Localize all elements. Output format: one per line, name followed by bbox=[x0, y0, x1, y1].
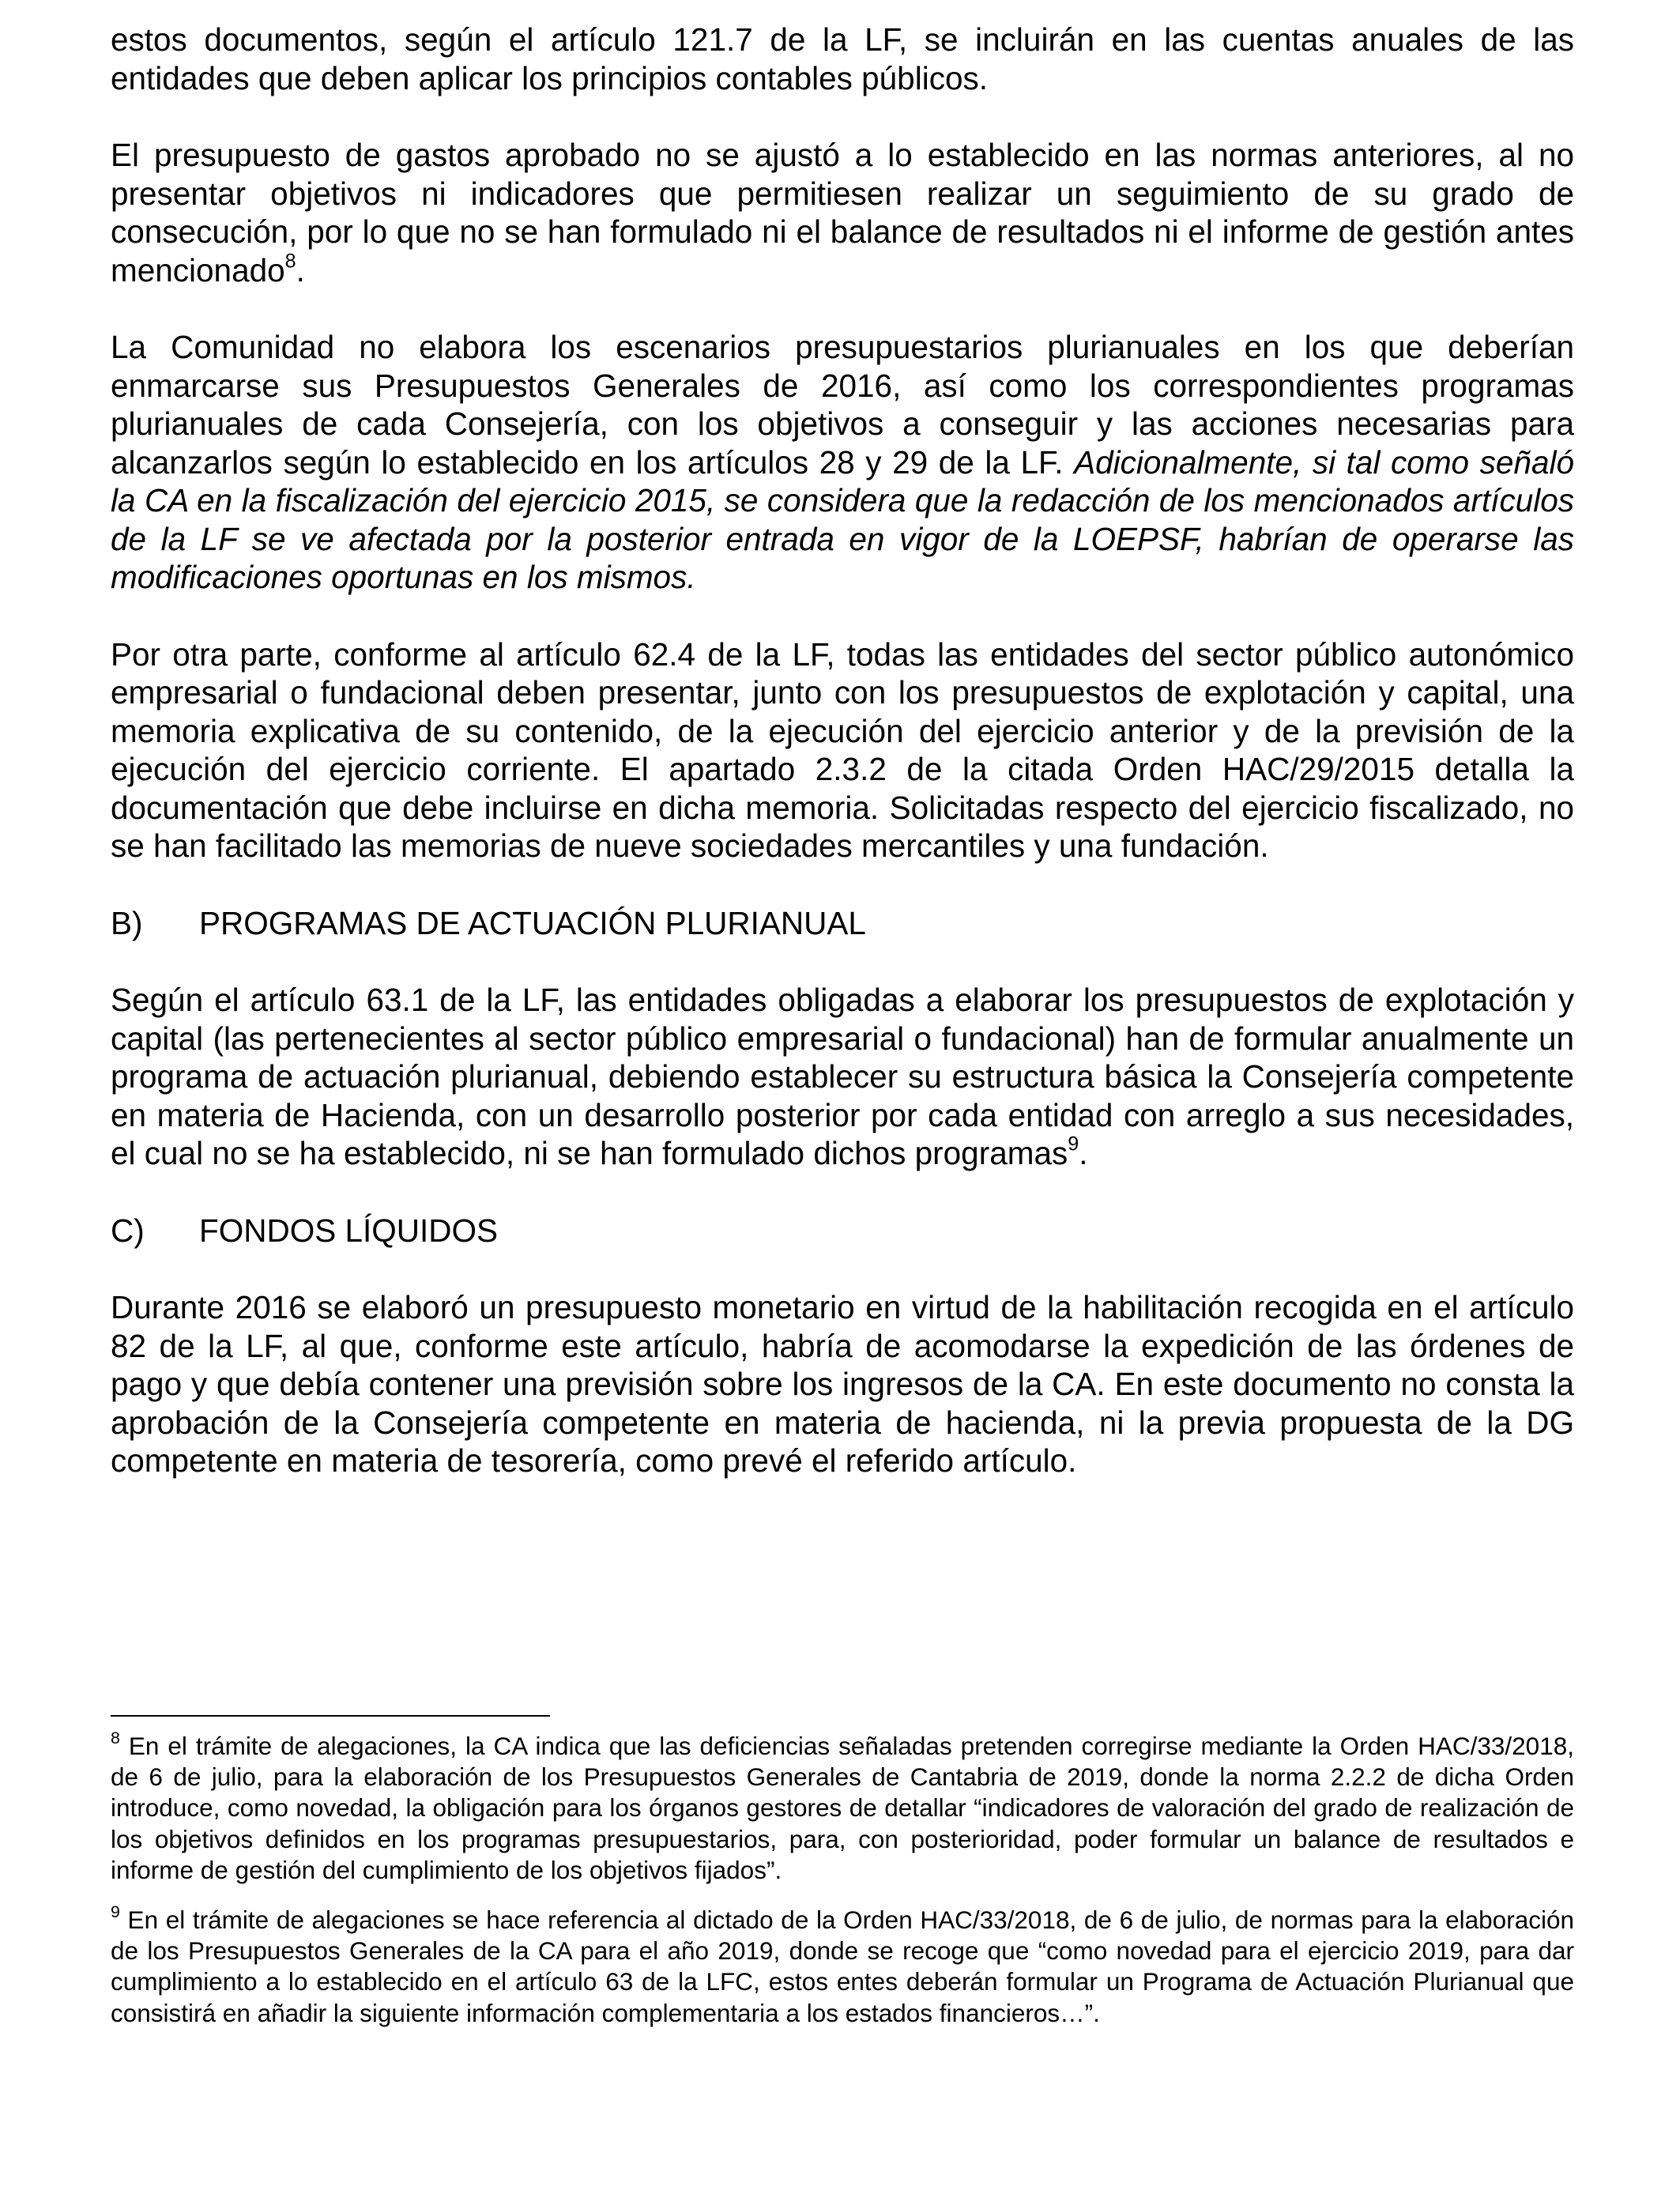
paragraph-3-text: La Comunidad no elabora los escenarios presupuestarios plurianuales en los que deberían enmarcarse sus Presupuestos Generales de 2016, así como los correspondientes programas plurianuales de cada Consejería, con los objetivos a conseguir y las acciones necesarias para alcanzarlos según lo establecido en los artículos 28 y 29 de la LF. bbox=[111, 329, 1574, 481]
footnote-ref-9[interactable]: 9 bbox=[1068, 1133, 1079, 1155]
paragraph-6-text: Durante 2016 se elaboró un presupuesto monetario en virtud de la habilitación recogida en el artículo 82 de la LF, al que, conforme este artículo, habría de acomodarse la expedición de las órdenes de pago y que debía contener una previsión sobre los ingresos de la CA. En este documento no consta la aprobación de la Consejería competente en materia de hacienda, ni la previa propuesta de la DG competente en materia de tesorería, como prevé el referido artículo. bbox=[111, 1289, 1574, 1479]
section-title-b: PROGRAMAS DE ACTUACIÓN PLURIANUAL bbox=[199, 904, 866, 941]
footnote-9-text: En el trámite de alegaciones se hace referencia al dictado de la Orden HAC/33/2018, de 6 de julio, de normas para la elaboración de los Presupuestos Generales de la CA para el año 2019, donde se recoge que “como novedad para el ejercicio 2019, para dar cumplimiento a lo establecido en el artículo 63 de la LFC, estos entes deberán formular un Programa de Actuación Plurianual que consistirá en añadir la siguiente información complementaria a los estados financieros…”. bbox=[111, 1906, 1574, 2027]
section-letter-b: B) bbox=[111, 904, 143, 941]
footnote-8-number: 8 bbox=[111, 1728, 120, 1748]
paragraph-1-text: estos documentos, según el artículo 121.7 de la LF, se incluirán en las cuentas anuales de las entidades que deben aplicar los principios contables públicos. bbox=[111, 21, 1574, 96]
paragraph-2 bbox=[111, 136, 1574, 289]
document-body bbox=[111, 21, 1574, 1480]
paragraph-4 bbox=[111, 635, 1574, 865]
paragraph-5 bbox=[111, 981, 1574, 1173]
paragraph-2-text: El presupuesto de gastos aprobado no se ajustó a lo establecido en las normas anteriores, al no presentar objetivos ni indicadores que permitiesen realizar un seguimiento de su grado de consecución, por lo que no se han formulado ni el balance de resultados ni el informe de gestión antes mencionado bbox=[111, 137, 1574, 288]
paragraph-2-end: . bbox=[296, 251, 305, 288]
footnote-9 bbox=[111, 1902, 1574, 2029]
section-letter-c: C) bbox=[111, 1212, 145, 1249]
footnotes bbox=[111, 1728, 1574, 2029]
paragraph-1 bbox=[111, 21, 1574, 97]
footnote-8-text: En el trámite de alegaciones, la CA indica que las deficiencias señaladas pretenden corregirse mediante la Orden HAC/33/2018, de 6 de julio, para la elaboración de los Presupuestos Generales de Cantabria de 2019, donde la norma 2.2.2 de dicha Orden introduce, como novedad, la obligación para los órganos gestores de detallar “indicadores de valoración del grado de realización de los objetivos definidos en los programas presupuestarios, para, con posterioridad, poder formular un balance de resultados e informe de gestión del cumplimiento de los objetivos fijados”. bbox=[111, 1732, 1574, 1884]
paragraph-3 bbox=[111, 328, 1574, 597]
paragraph-3-italic-text: Adicionalmente, si tal como señaló la CA en la fiscalización del ejercicio 2015, se considera que la redacción de los mencionados artículos de la LF se ve afectada por la posterior entrada en vigor de la LOEPSF, habrían de operarse las modificaciones oportunas en los mismos. bbox=[111, 443, 1575, 595]
section-heading-b bbox=[111, 904, 1574, 943]
footnote-8 bbox=[111, 1728, 1574, 1886]
paragraph-5-text: Según el artículo 63.1 de la LF, las entidades obligadas a elaborar los presupuestos de explotación y capital (las pertenecientes al sector público empresarial o fundacional) han de formular anualmente un programa de actuación plurianual, debiendo establecer su estructura básica la Consejería competente en materia de Hacienda, con un desarrollo posterior por cada entidad con arreglo a sus necesidades, el cual no se ha establecido, ni se han formulado dichos programas bbox=[111, 982, 1574, 1171]
footnote-divider bbox=[111, 1715, 550, 1717]
section-title-c: FONDOS LÍQUIDOS bbox=[199, 1212, 499, 1249]
footnote-ref-8[interactable]: 8 bbox=[284, 249, 296, 272]
footnote-9-number: 9 bbox=[111, 1902, 120, 1922]
section-heading-c bbox=[111, 1212, 1574, 1250]
paragraph-6 bbox=[111, 1288, 1574, 1480]
paragraph-4-text: Por otra parte, conforme al artículo 62.4 de la LF, todas las entidades del sector público autonómico empresarial o fundacional deben presentar, junto con los presupuestos de explotación y capital, una memoria explicativa de su contenido, de la ejecución del ejercicio anterior y de la previsión de la ejecución del ejercicio corriente. El apartado 2.3.2 de la citada Orden HAC/29/2015 detalla la documentación que debe incluirse en dicha memoria. Solicitadas respecto del ejercicio fiscalizado, no se han facilitado las memorias de nueve sociedades mercantiles y una fundación. bbox=[111, 635, 1574, 864]
paragraph-5-end: . bbox=[1079, 1135, 1088, 1171]
